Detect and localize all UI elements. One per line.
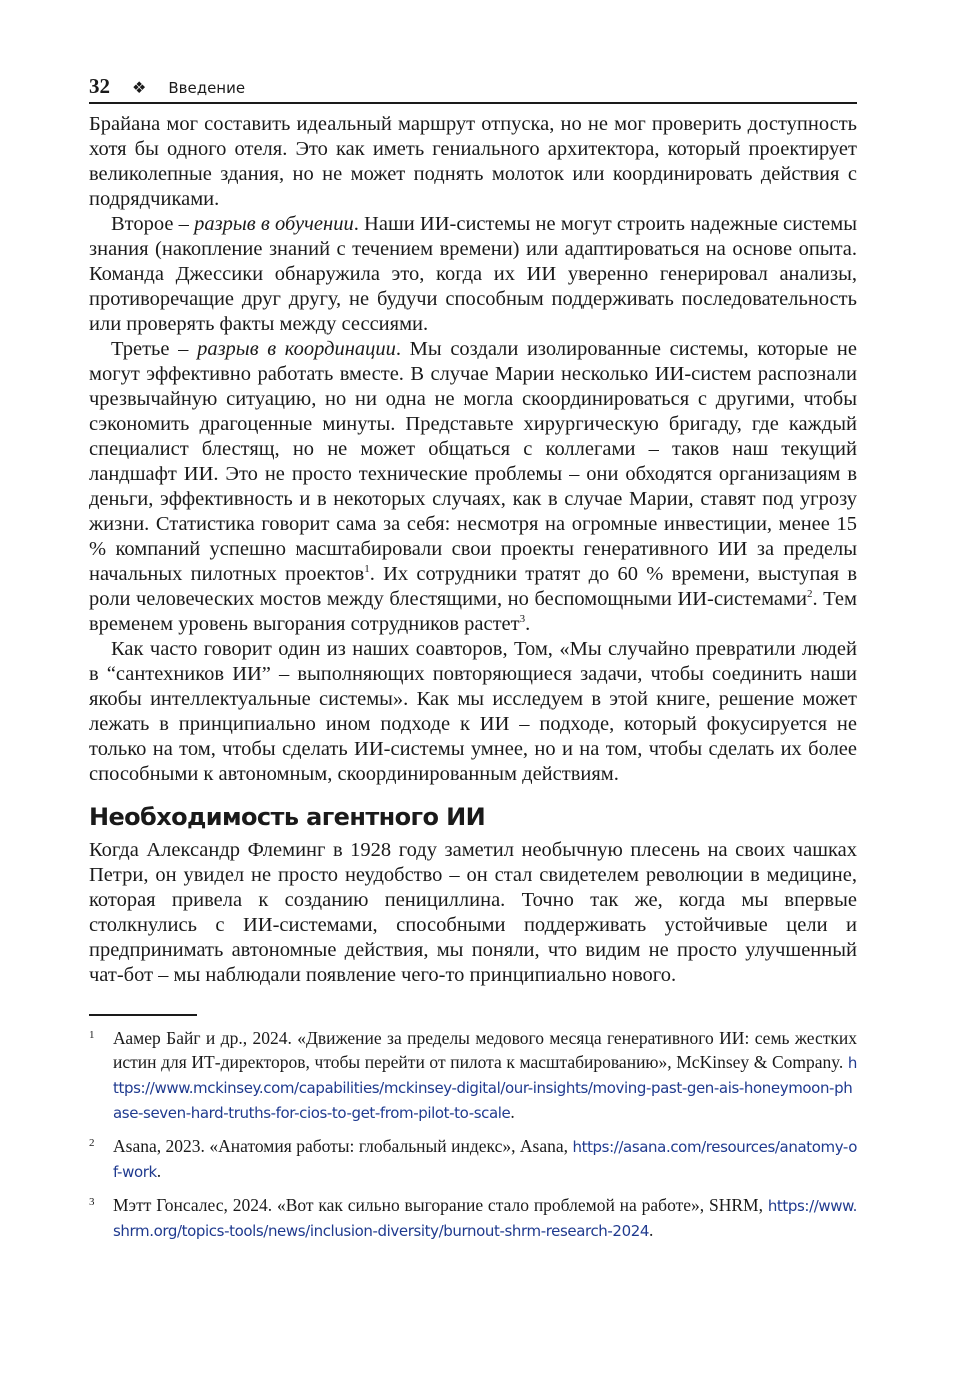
footnote-citation: Asana, 2023. «Анатомия работы: глобальный индекс», Asana,	[113, 1136, 573, 1156]
footnote-citation: Аамер Байг и др., 2024. «Движение за пределы медового месяца генеративного ИИ: семь жестких истин для ИТ-директоров, чтобы перейти от пилота к масштабированию», McKinsey & Company.	[113, 1028, 857, 1072]
section-heading: Необходимость агентного ИИ	[89, 803, 486, 831]
footnote-ref[interactable]: 1	[364, 563, 370, 576]
text-run: . Их сотрудники тратят до 60 % времени, выступая в роли человеческих мостов между блестящими, но беспомощными ИИ-системами	[89, 563, 857, 610]
footnote-link[interactable]: https://asana.com/resources/anatomy-of-work	[113, 1138, 857, 1181]
footnote-text	[113, 1134, 857, 1184]
text-run: Третье –	[111, 338, 198, 360]
footnote-number: 1	[89, 1029, 95, 1041]
footnote-number: 2	[89, 1137, 95, 1149]
footnote-citation: Мэтт Гонсалес, 2024. «Вот как сильно выгорание стало проблемой на работе», SHRM,	[113, 1195, 768, 1215]
text-run: Брайана мог составить идеальный маршрут отпуска, но не мог проверить доступность хотя бы одного отеля. Это как иметь гениального архитектора, который проектирует великолепные здания, но не может поднять молоток или координировать действия с подрядчиками.	[89, 113, 857, 210]
paragraph	[89, 637, 857, 787]
paragraphs	[89, 112, 857, 787]
emphasis: разрыв в координации	[197, 338, 396, 360]
footnotes	[89, 1026, 857, 1243]
footnote-divider	[89, 1014, 197, 1016]
emphasis: разрыв в обучении	[194, 213, 354, 235]
text-run: . Наши ИИ-системы не могут строить надежные системы знания (накопление знаний с течением времени) или адаптироваться на основе опыта. Команда Джессики обнаружила это, когда их ИИ уверенно генерировал анализы, противоречащие друг другу, не будучи способным поддерживать последовательность или проверять факты между сессиями.	[89, 213, 857, 335]
paragraph	[89, 212, 857, 337]
footnote	[89, 1193, 857, 1243]
text-run: Второе –	[111, 213, 195, 235]
footnote-trailing-punct: .	[510, 1102, 515, 1122]
text-run: . Тем временем уровень выгорания сотрудников растет	[89, 588, 857, 635]
footnote-ref[interactable]: 2	[806, 588, 813, 601]
page-number: 32	[89, 74, 110, 98]
paragraph	[89, 112, 857, 212]
body-text	[89, 112, 857, 988]
section-paragraph: Когда Александр Флеминг в 1928 году заметил необычную плесень на своих чашках Петри, он увидел не просто неудобство – он стал свидетелем революции в медицине, которая привела к созданию пенициллина. Точно так же, когда мы впервые столкнулись с ИИ-системами, способными поддерживать устойчивые цели и предпринимать автономные действия, мы поняли, что видим не просто улучшенный чат-бот – мы наблюдали появление чего-то принципиально нового.	[89, 839, 857, 986]
running-head-section: Введение	[168, 79, 246, 97]
footnote-text	[113, 1026, 857, 1125]
footnote-ref[interactable]: 3	[519, 613, 526, 626]
book-page	[89, 74, 857, 1252]
text-run: .	[525, 613, 531, 635]
footnote-text	[113, 1193, 857, 1243]
paragraph	[89, 337, 857, 637]
footnote-link[interactable]: https://www.mckinsey.com/capabilities/mckinsey-digital/our-insights/moving-past-gen-ais-honeymoon-phase-seven-hard-truths-for-cios-to-get-from-pilot-to-scale	[113, 1054, 857, 1122]
footnote	[89, 1134, 857, 1184]
footnote	[89, 1026, 857, 1125]
footnote-trailing-punct: .	[649, 1220, 654, 1240]
ornament-icon: ❖	[132, 78, 147, 97]
footnote-link[interactable]: https://www.shrm.org/topics-tools/news/inclusion-diversity/burnout-shrm-research-2024	[113, 1197, 857, 1240]
footnote-number: 3	[89, 1196, 95, 1208]
text-run: . Мы создали изолированные системы, которые не могут эффективно работать вместе. В случае Марии несколько ИИ-систем распознали чрезвычайную ситуацию, но ни одна не могла скоординироваться с другими, чтобы сэкономить драгоценные минуты. Представьте хирургическую бригаду, где каждый специалист блестящ, но не может общаться с коллегами – таков наш текущий ландшафт ИИ. Это не просто технические проблемы – они обходятся организациям в деньги, эффективность и в некоторых случаях, как в случае Марии, ставят под угрозу жизни. Статистика говорит сама за себя: несмотря на огромные инвестиции, менее 15 % компаний успешно масштабировали свои проекты генеративного ИИ за пределы начальных пилотных проектов	[89, 338, 857, 585]
running-head	[89, 74, 857, 104]
footnote-trailing-punct: .	[156, 1161, 162, 1181]
text-run: Как часто говорит один из наших соавторов, Том, «Мы случайно превратили людей в “сантехников ИИ” – выполняющих повторяющиеся задачи, чтобы соединить наши якобы интеллектуальные системы». Как мы исследуем в этой книге, решение может лежать в принципиально ином подходе к ИИ – подходе, который фокусируется не только на том, чтобы сделать ИИ-системы умнее, но и на том, чтобы сделать их более способными к автономным, скоординированным действиям.	[89, 638, 857, 785]
